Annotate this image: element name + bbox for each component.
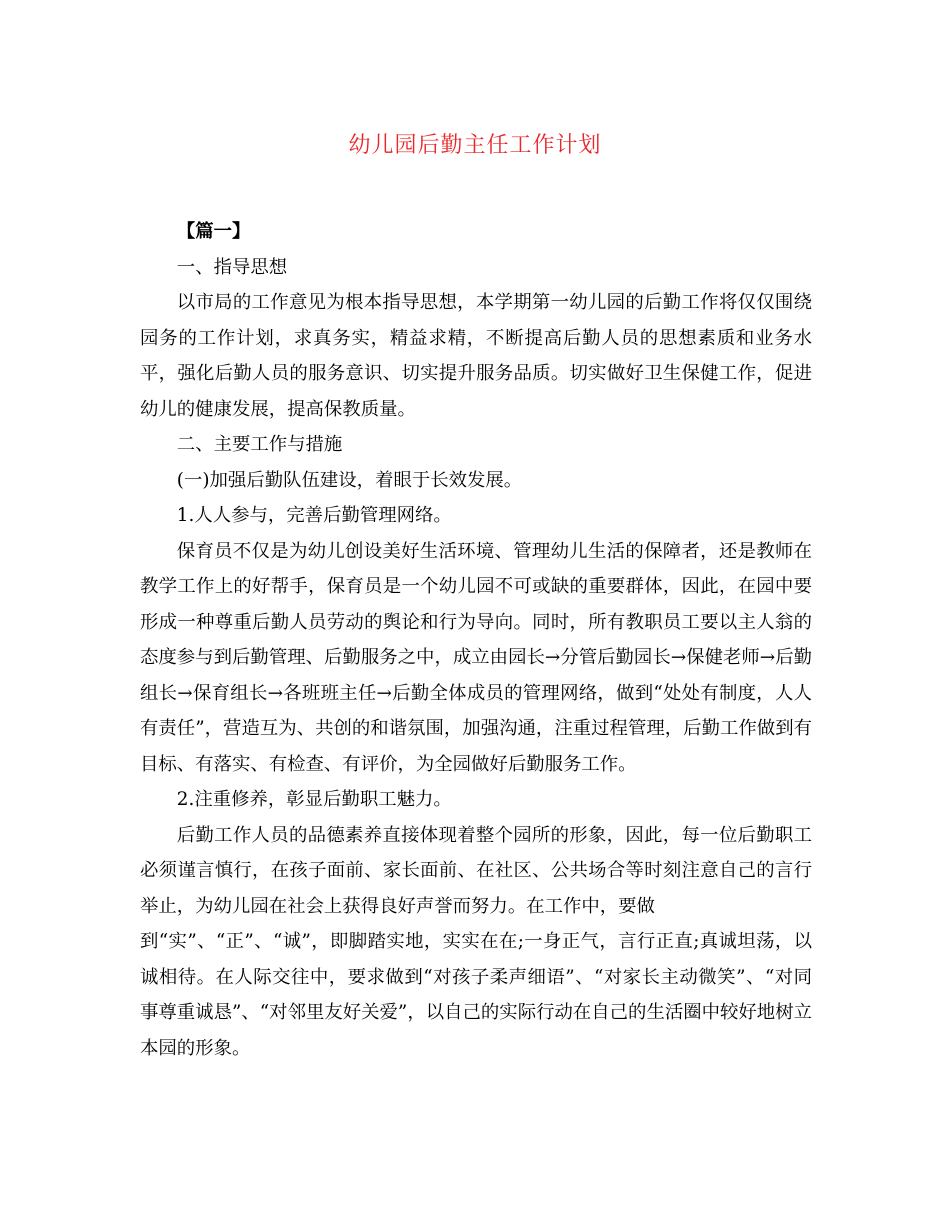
section-label: 【篇一】	[176, 221, 251, 242]
paragraph-guiding-ideology: 以市局的工作意见为根本指导思想，本学期第一幼儿园的后勤工作将仅仅围绕园务的工作计划，求真务实，精益求精，不断提高后勤人员的思想素质和业务水平，强化后勤人员的服务意识、切实提升服务品质。切实做好卫生保健工作，促进幼儿的健康发展，提高保教质量。	[140, 292, 812, 420]
heading-guiding-ideology: 一、指导思想	[176, 256, 288, 278]
document-body	[140, 214, 812, 1066]
paragraph-staff-conduct-continued: 到“实”、“正”、“诚”，即脚踏实地，实实在在;一身正气，言行正直;真诚坦荡，以诚相待。在人际交往中，要求做到“对孩子柔声细语”、“对家长主动微笑”、“对同事尊重诚恳”、“对邻里友好关爱”，以自己的实际行动在自己的生活圈中较好地树立本园的形象。	[140, 931, 812, 1059]
item-heading-1: 1.人人参与，完善后勤管理网络。	[176, 505, 452, 526]
document-title: 幼儿园后勤主任工作计划	[348, 133, 602, 158]
heading-main-work: 二、主要工作与措施	[176, 434, 343, 455]
item-heading-2: 2.注重修养，彰显后勤职工魅力。	[176, 789, 452, 810]
subheading-team-building: (一)加强后勤队伍建设，着眼于长效发展。	[176, 469, 523, 491]
paragraph-management-network: 保育员不仅是为幼儿创设美好生活环境、管理幼儿生活的保障者，还是教师在教学工作上的好帮手，保育员是一个幼儿园不可或缺的重要群体，因此，在园中要形成一种尊重后勤人员劳动的舆论和行为导向。同时，所有教职员工要以主人翁的态度参与到后勤管理、后勤服务之中，成立由园长→分管后勤园长→保健老师→后勤组长→保育组长→各班班主任→后勤全体成员的管理网络，做到“处处有制度，人人有责任”，营造互为、共创的和谐氛围，加强沟通，注重过程管理，后勤工作做到有目标、有落实、有检查、有评价，为全园做好后勤服务工作。	[140, 540, 812, 775]
paragraph-staff-conduct: 后勤工作人员的品德素养直接体现着整个园所的形象，因此，每一位后勤职工必须谨言慎行，在孩子面前、家长面前、在社区、公共场合等时刻注意自己的言行举止，为幼儿园在社会上获得良好声誉而努力。在工作中，要做	[140, 824, 812, 917]
